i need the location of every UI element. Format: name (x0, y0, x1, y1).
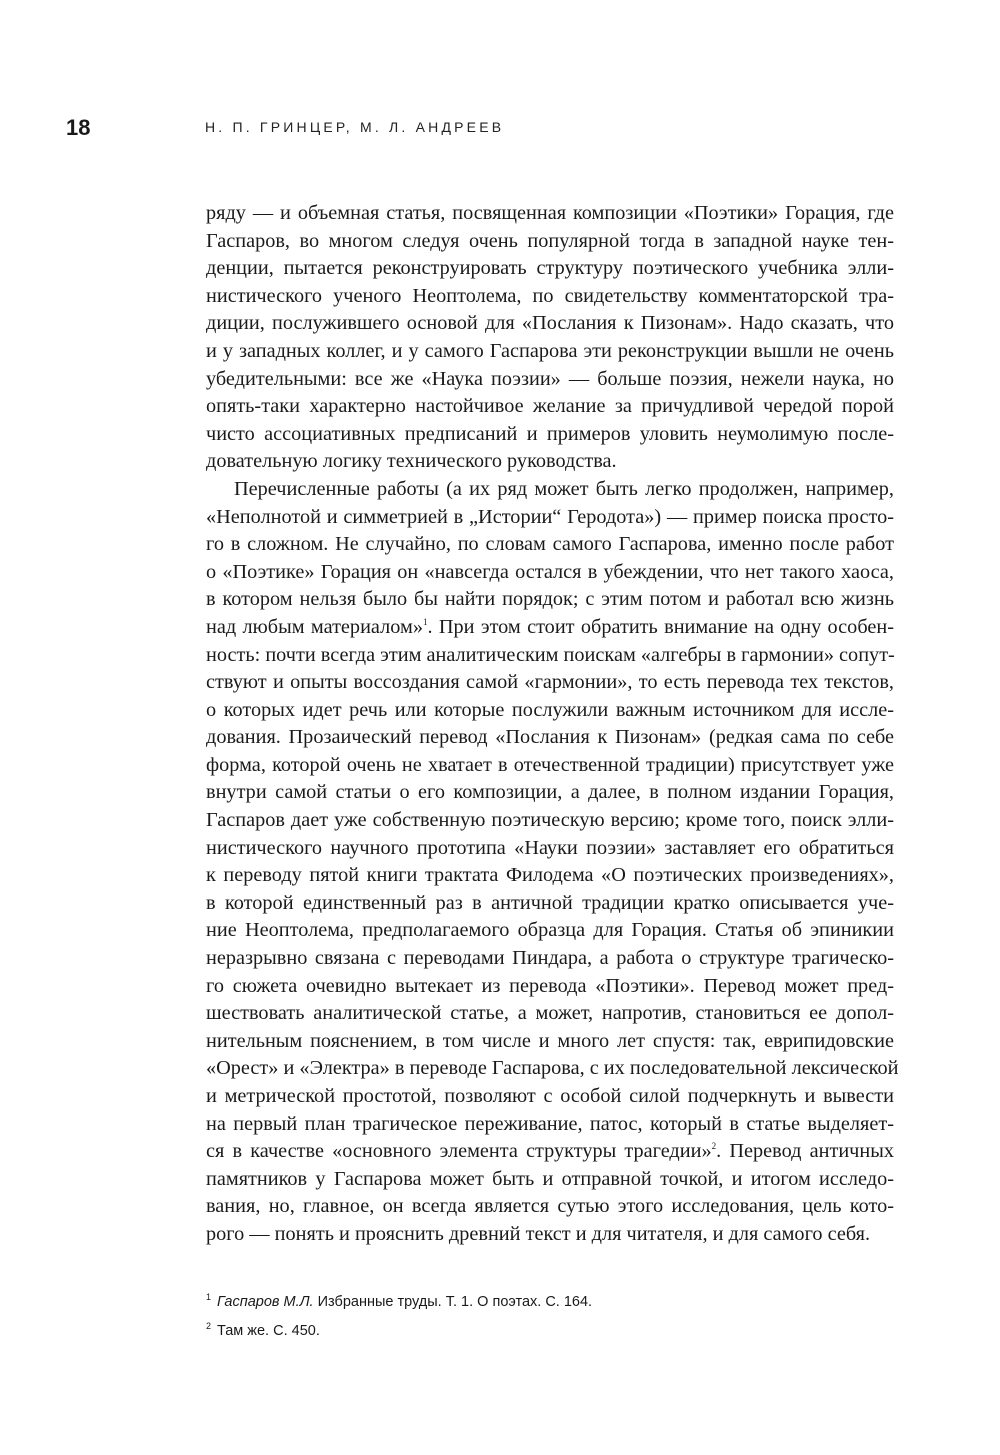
text-line: памятников у Гаспарова может быть и отправной точкой, и итогом исследо- (206, 1167, 894, 1190)
text-line: внутри самой статьи о его композиции, а далее, в полном издании Горация, (206, 781, 894, 804)
text-line: «Орест» и «Электра» в переводе Гаспарова, с их последовательной лексической (206, 1057, 899, 1080)
footnote-text: Избранные труды. Т. 1. О поэтах. С. 164. (313, 1294, 593, 1310)
text-line: форма, которой очень не хватает в отечественной традиции) присутствует уже (206, 753, 894, 776)
running-head-authors: Н. П. ГРИНЦЕР, М. Л. АНДРЕЕВ (205, 119, 505, 135)
text-line: диции, послужившего основой для «Послания к Пизонам». Надо сказать, что (206, 312, 894, 335)
text-line: к переводу пятой книги трактата Филодема «О поэтических произведениях», (206, 864, 894, 887)
text-line: довательную логику технического руководства. (206, 450, 617, 473)
text-line: ствуют и опыты воссоздания самой «гармонии», то есть перевода тех текстов, (206, 671, 894, 694)
text-line: чисто ассоциативных предписаний и примеров уловить неумолимую после- (206, 422, 894, 445)
text-line: го сюжета очевидно вытекает из перевода «Поэтики». Перевод может пред- (206, 974, 894, 997)
text-line: рого — понять и прояснить древний текст и для читателя, и для самого себя. (206, 1222, 871, 1245)
text-line: в котором нельзя было бы найти порядок; с этим потом и работал всю жизнь (206, 588, 894, 611)
text-line: и у западных коллег, и у самого Гаспарова эти реконструкции вышли не очень (206, 339, 894, 362)
text-line: вания, но, главное, он всегда является сутью этого исследования, цель кото- (206, 1195, 894, 1218)
footnote-1 (206, 1292, 894, 1313)
text-line: денции, пытается реконструировать структуру поэтического учебника элли- (206, 257, 894, 280)
text-line: неразрывно связана с переводами Пиндара, а работа о структуре трагическо- (206, 947, 894, 970)
footnote-ref-2[interactable]: 2 (711, 1141, 717, 1152)
text-line: дования. Прозаический перевод «Послания к Пизонам» (редкая сама по себе (206, 726, 894, 749)
text-fragment: ся в качестве «основного элемента структуры трагедии» (206, 1140, 712, 1163)
text-line: Гаспаров дает уже собственную поэтическую версию; кроме того, поиск элли- (206, 809, 894, 832)
text-line: о «Поэтике» Горация он «навсегда остался в убеждении, что нет такого хаоса, (206, 560, 894, 583)
text-line: шествовать аналитической статье, а может, напротив, становиться ее допол- (206, 1002, 894, 1025)
text-fragment: Перевод античных (721, 1140, 894, 1163)
footnote-2 (206, 1321, 894, 1342)
page-number: 18 (66, 115, 91, 140)
text-fragment: над любым материалом» (206, 615, 423, 638)
footnote-number: 2 (206, 1321, 212, 1332)
text-line: и метрической простотой, позволяют с особой силой подчеркнуть и вывести (206, 1085, 894, 1107)
main-text (206, 200, 899, 1249)
text-line: нистического научного прототипа «Науки поэзии» заставляет его обратиться (206, 836, 894, 859)
footnote-author: Гаспаров М.Л. (217, 1294, 314, 1310)
text-line: «Неполнотой и симметрией в „Истории“ Геродота») — пример поиска просто- (206, 505, 894, 528)
text-line: о которых идет речь или которые послужили важным источником для иссле- (206, 698, 894, 721)
text-line: ность: почти всегда этим аналитическим поискам «алгебры в гармонии» сопут- (206, 643, 895, 666)
text-line: ние Неоптолема, предполагаемого образца для Горация. Статья об эпиникии (206, 919, 894, 942)
text-fragment: При этом стоит обратить внимание на одну особен- (432, 615, 894, 638)
text-line-with-note: над любым материалом»$^1$. При этом стоит обратить внимание на одну особен- (206, 615, 894, 638)
running-header (0, 0, 1000, 160)
text-line: нительным пояснением, в том числе и много лет спустя: так, еврипидовские (206, 1029, 894, 1052)
footnote-ref-1[interactable]: 1 (422, 617, 428, 628)
text-line: убедительными: все же «Наука поэзии» — больше поэзия, нежели наука, но (206, 367, 894, 390)
text-line: го в сложном. Не случайно, по словам самого Гаспарова, именно после работ (206, 533, 894, 556)
text-line: на первый план трагическое переживание, патос, который в статье выделяет- (206, 1112, 894, 1135)
text-line: опять-таки характерно настойчивое желание за причудливой чередой порой (206, 395, 894, 418)
text-line-with-note: ся в качестве «основного элемента структуры трагедии»$^2$. Перевод античных (206, 1140, 894, 1163)
footnotes (206, 1292, 894, 1350)
text-line: Гаспаров, во многом следуя очень популярной тогда в западной науке тен- (206, 229, 894, 252)
text-line: в которой единственный раз в античной традиции кратко описывается уче- (206, 891, 894, 914)
text-line: ряду — и объемная статья, посвященная композиции «Поэтики» Горация, где (206, 202, 894, 224)
footnote-number: 1 (206, 1292, 212, 1303)
text-line: нистического ученого Неоптолема, по свидетельству комментаторской тра- (206, 284, 894, 307)
text-line: Перечисленные работы (а их ряд может быть легко продолжен, например, (234, 477, 894, 500)
footnote-text: Там же. С. 450. (217, 1323, 320, 1339)
